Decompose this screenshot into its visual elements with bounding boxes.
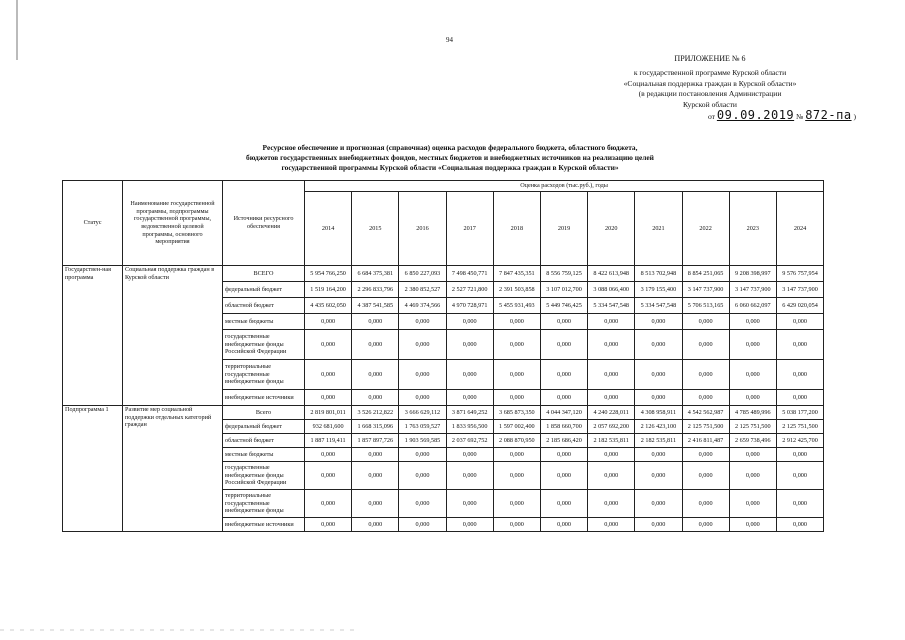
value-cell: 0,000 bbox=[399, 462, 446, 490]
value-cell: 4 785 489,996 bbox=[729, 406, 776, 420]
value-cell: 9 576 757,954 bbox=[776, 266, 823, 282]
source-cell: ВСЕГО bbox=[223, 266, 305, 282]
value-cell: 0,000 bbox=[729, 448, 776, 462]
date-prefix: от bbox=[707, 111, 715, 121]
value-cell: 3 666 629,112 bbox=[399, 406, 446, 420]
appendix-block bbox=[560, 54, 860, 123]
value-cell: 0,000 bbox=[635, 390, 682, 406]
value-cell: 0,000 bbox=[305, 360, 352, 390]
program-name-cell: Развитие мер социальной поддержки отдельных категорий граждан bbox=[123, 406, 223, 532]
value-cell: 0,000 bbox=[540, 518, 587, 532]
value-cell: 3 179 155,400 bbox=[635, 282, 682, 298]
value-cell: 2 057 692,200 bbox=[588, 420, 635, 434]
value-cell: 0,000 bbox=[399, 390, 446, 406]
value-cell: 0,000 bbox=[446, 462, 493, 490]
value-cell: 0,000 bbox=[493, 360, 540, 390]
value-cell: 5 449 746,425 bbox=[540, 298, 587, 314]
value-cell: 0,000 bbox=[399, 448, 446, 462]
value-cell: 0,000 bbox=[305, 518, 352, 532]
value-cell: 5 334 547,548 bbox=[588, 298, 635, 314]
value-cell: 0,000 bbox=[776, 390, 823, 406]
value-cell: 0,000 bbox=[399, 330, 446, 360]
source-cell: Всего bbox=[223, 406, 305, 420]
title-line: государственной программы Курской области «Социальная поддержка граждан в Курской области» bbox=[281, 163, 619, 173]
value-cell: 0,000 bbox=[446, 314, 493, 330]
value-cell: 0,000 bbox=[493, 390, 540, 406]
value-cell: 0,000 bbox=[493, 314, 540, 330]
value-cell: 0,000 bbox=[729, 314, 776, 330]
value-cell: 0,000 bbox=[399, 490, 446, 518]
header-year: 2014 bbox=[305, 192, 352, 266]
value-cell: 0,000 bbox=[352, 314, 399, 330]
value-cell: 0,000 bbox=[588, 462, 635, 490]
value-cell: 0,000 bbox=[446, 518, 493, 532]
value-cell: 0,000 bbox=[399, 518, 446, 532]
source-cell: областной бюджет bbox=[223, 434, 305, 448]
value-cell: 0,000 bbox=[352, 360, 399, 390]
value-cell: 0,000 bbox=[635, 314, 682, 330]
value-cell: 6 684 375,381 bbox=[352, 266, 399, 282]
header-year: 2021 bbox=[635, 192, 682, 266]
value-cell: 6 060 662,097 bbox=[729, 298, 776, 314]
value-cell: 0,000 bbox=[776, 448, 823, 462]
source-cell: государственные внебюджетные фонды Российской Федерации bbox=[223, 330, 305, 360]
value-cell: 932 681,600 bbox=[305, 420, 352, 434]
value-cell: 0,000 bbox=[352, 518, 399, 532]
source-cell: местные бюджеты bbox=[223, 448, 305, 462]
value-cell: 0,000 bbox=[588, 448, 635, 462]
appendix-date-line bbox=[560, 107, 860, 123]
value-cell: 0,000 bbox=[588, 390, 635, 406]
value-cell: 2 819 801,011 bbox=[305, 406, 352, 420]
header-year: 2023 bbox=[729, 192, 776, 266]
value-cell: 5 954 766,250 bbox=[305, 266, 352, 282]
value-cell: 2 037 692,752 bbox=[446, 434, 493, 448]
program-name-cell: Социальная поддержка граждан в Курской области bbox=[123, 266, 223, 406]
value-cell: 1 887 119,411 bbox=[305, 434, 352, 448]
appendix-line: «Социальная поддержка граждан в Курской области» bbox=[623, 78, 797, 88]
header-source: Источники ресурсного обеспечения bbox=[223, 181, 305, 266]
value-cell: 0,000 bbox=[729, 390, 776, 406]
value-cell: 2 380 852,527 bbox=[399, 282, 446, 298]
header-year: 2019 bbox=[540, 192, 587, 266]
page-number: 94 bbox=[446, 36, 453, 44]
value-cell: 0,000 bbox=[635, 518, 682, 532]
header-year: 2017 bbox=[446, 192, 493, 266]
header-year: 2018 bbox=[493, 192, 540, 266]
value-cell: 0,000 bbox=[776, 490, 823, 518]
value-cell: 0,000 bbox=[399, 360, 446, 390]
value-cell: 2 126 423,100 bbox=[635, 420, 682, 434]
value-cell: 5 334 547,548 bbox=[635, 298, 682, 314]
header-name: Наименование государственной программы, подпрограммы государственной программы, ведомственной целевой программы, основного мероприятия bbox=[123, 181, 223, 266]
value-cell: 0,000 bbox=[588, 518, 635, 532]
value-cell: 0,000 bbox=[635, 490, 682, 518]
value-cell: 0,000 bbox=[446, 390, 493, 406]
value-cell: 3 685 873,350 bbox=[493, 406, 540, 420]
value-cell: 0,000 bbox=[776, 518, 823, 532]
value-cell: 0,000 bbox=[540, 448, 587, 462]
value-cell: 2 527 721,800 bbox=[446, 282, 493, 298]
header-status: Статус bbox=[63, 181, 123, 266]
value-cell: 0,000 bbox=[776, 462, 823, 490]
value-cell: 0,000 bbox=[446, 360, 493, 390]
number-prefix: № bbox=[796, 111, 804, 121]
value-cell: 0,000 bbox=[540, 390, 587, 406]
value-cell: 8 422 613,948 bbox=[588, 266, 635, 282]
value-cell: 0,000 bbox=[682, 518, 729, 532]
value-cell: 0,000 bbox=[729, 360, 776, 390]
value-cell: 0,000 bbox=[682, 490, 729, 518]
value-cell: 0,000 bbox=[729, 518, 776, 532]
value-cell: 1 519 164,200 bbox=[305, 282, 352, 298]
value-cell: 3 147 737,900 bbox=[776, 282, 823, 298]
value-cell: 6 429 020,054 bbox=[776, 298, 823, 314]
value-cell: 1 857 897,726 bbox=[352, 434, 399, 448]
value-cell: 2 125 751,500 bbox=[776, 420, 823, 434]
appendix-heading: ПРИЛОЖЕНИЕ № 6 bbox=[674, 54, 746, 63]
appendix-line: Курской области bbox=[683, 100, 737, 110]
value-cell: 8 854 251,065 bbox=[682, 266, 729, 282]
value-cell: 7 498 450,771 bbox=[446, 266, 493, 282]
value-cell: 7 847 435,351 bbox=[493, 266, 540, 282]
appendix-line: к государственной программе Курской области bbox=[633, 67, 787, 77]
value-cell: 2 088 870,950 bbox=[493, 434, 540, 448]
value-cell: 0,000 bbox=[588, 330, 635, 360]
value-cell: 0,000 bbox=[540, 330, 587, 360]
value-cell: 0,000 bbox=[305, 490, 352, 518]
source-cell: внебюджетные источники bbox=[223, 390, 305, 406]
value-cell: 3 107 012,700 bbox=[540, 282, 587, 298]
value-cell: 0,000 bbox=[540, 314, 587, 330]
status-cell: Подпрограмма 1 bbox=[63, 406, 123, 532]
value-cell: 0,000 bbox=[493, 462, 540, 490]
source-cell: территориальные государственные внебюджетные фонды bbox=[223, 490, 305, 518]
decree-number: 872-па bbox=[805, 107, 852, 122]
value-cell: 0,000 bbox=[682, 314, 729, 330]
value-cell: 0,000 bbox=[729, 462, 776, 490]
value-cell: 1 858 660,700 bbox=[540, 420, 587, 434]
value-cell: 2 416 811,487 bbox=[682, 434, 729, 448]
value-cell: 0,000 bbox=[305, 330, 352, 360]
value-cell: 4 469 374,566 bbox=[399, 298, 446, 314]
closing-paren: ) bbox=[853, 111, 856, 121]
value-cell: 0,000 bbox=[776, 360, 823, 390]
source-cell: федеральный бюджет bbox=[223, 282, 305, 298]
title-line: Ресурсное обеспечение и прогнозная (справочная) оценка расходов федерального бюджета, областного бюджета, bbox=[262, 143, 638, 152]
decree-date: 09.09.2019 bbox=[716, 107, 795, 122]
value-cell: 0,000 bbox=[493, 448, 540, 462]
value-cell: 5 706 513,165 bbox=[682, 298, 729, 314]
value-cell: 1 833 956,500 bbox=[446, 420, 493, 434]
header-estimate: Оценка расходов (тыс.руб.), годы bbox=[305, 181, 824, 192]
value-cell: 5 455 931,493 bbox=[493, 298, 540, 314]
value-cell: 3 871 649,252 bbox=[446, 406, 493, 420]
source-cell: местные бюджеты bbox=[223, 314, 305, 330]
value-cell: 0,000 bbox=[446, 330, 493, 360]
value-cell: 0,000 bbox=[776, 314, 823, 330]
value-cell: 2 182 535,811 bbox=[635, 434, 682, 448]
value-cell: 0,000 bbox=[493, 518, 540, 532]
resource-table bbox=[62, 180, 824, 532]
value-cell: 4 542 562,987 bbox=[682, 406, 729, 420]
value-cell: 4 970 728,971 bbox=[446, 298, 493, 314]
value-cell: 0,000 bbox=[540, 462, 587, 490]
value-cell: 0,000 bbox=[540, 360, 587, 390]
appendix-line: (в редакции постановления Администрации bbox=[638, 89, 782, 99]
value-cell: 0,000 bbox=[305, 314, 352, 330]
value-cell: 2 659 738,496 bbox=[729, 434, 776, 448]
value-cell: 0,000 bbox=[588, 314, 635, 330]
value-cell: 4 435 602,050 bbox=[305, 298, 352, 314]
value-cell: 0,000 bbox=[540, 490, 587, 518]
value-cell: 0,000 bbox=[493, 330, 540, 360]
value-cell: 0,000 bbox=[588, 360, 635, 390]
value-cell: 0,000 bbox=[305, 448, 352, 462]
value-cell: 1 597 002,400 bbox=[493, 420, 540, 434]
value-cell: 0,000 bbox=[682, 390, 729, 406]
value-cell: 6 850 227,093 bbox=[399, 266, 446, 282]
value-cell: 3 526 212,822 bbox=[352, 406, 399, 420]
table-row bbox=[63, 266, 824, 282]
value-cell: 0,000 bbox=[352, 390, 399, 406]
value-cell: 2 125 751,500 bbox=[729, 420, 776, 434]
header-year: 2015 bbox=[352, 192, 399, 266]
value-cell: 0,000 bbox=[399, 314, 446, 330]
source-cell: внебюджетные источники bbox=[223, 518, 305, 532]
header-year: 2024 bbox=[776, 192, 823, 266]
value-cell: 0,000 bbox=[635, 330, 682, 360]
value-cell: 1 763 059,527 bbox=[399, 420, 446, 434]
value-cell: 0,000 bbox=[352, 330, 399, 360]
scan-edge-mark bbox=[16, 0, 18, 60]
value-cell: 0,000 bbox=[446, 448, 493, 462]
value-cell: 0,000 bbox=[305, 390, 352, 406]
source-cell: территориальные государственные внебюджетные фонды bbox=[223, 360, 305, 390]
value-cell: 4 387 541,585 bbox=[352, 298, 399, 314]
value-cell: 1 903 569,585 bbox=[399, 434, 446, 448]
value-cell: 2 182 535,811 bbox=[588, 434, 635, 448]
source-cell: областной бюджет bbox=[223, 298, 305, 314]
value-cell: 8 556 759,125 bbox=[540, 266, 587, 282]
value-cell: 2 185 686,420 bbox=[540, 434, 587, 448]
header-year: 2020 bbox=[588, 192, 635, 266]
table-row bbox=[63, 406, 824, 420]
header-year: 2022 bbox=[682, 192, 729, 266]
value-cell: 0,000 bbox=[682, 462, 729, 490]
title-line: бюджетов государственных внебюджетных фондов, местных бюджетов и внебюджетных источников на реализацию целей bbox=[246, 153, 654, 163]
status-cell: Государствен-ная программа bbox=[63, 266, 123, 406]
value-cell: 0,000 bbox=[635, 360, 682, 390]
scan-artifact bbox=[0, 600, 905, 640]
value-cell: 3 088 066,400 bbox=[588, 282, 635, 298]
value-cell: 1 668 315,096 bbox=[352, 420, 399, 434]
value-cell: 3 147 737,900 bbox=[682, 282, 729, 298]
value-cell: 5 038 177,200 bbox=[776, 406, 823, 420]
value-cell: 0,000 bbox=[682, 448, 729, 462]
value-cell: 0,000 bbox=[682, 330, 729, 360]
value-cell: 0,000 bbox=[635, 448, 682, 462]
value-cell: 4 044 347,120 bbox=[540, 406, 587, 420]
value-cell: 0,000 bbox=[635, 462, 682, 490]
source-cell: федеральный бюджет bbox=[223, 420, 305, 434]
value-cell: 0,000 bbox=[588, 490, 635, 518]
value-cell: 0,000 bbox=[682, 360, 729, 390]
source-cell: государственные внебюджетные фонды Российской Федерации bbox=[223, 462, 305, 490]
value-cell: 2 912 425,700 bbox=[776, 434, 823, 448]
value-cell: 8 513 702,948 bbox=[635, 266, 682, 282]
value-cell: 0,000 bbox=[352, 448, 399, 462]
value-cell: 3 147 737,900 bbox=[729, 282, 776, 298]
value-cell: 2 296 833,796 bbox=[352, 282, 399, 298]
value-cell: 2 125 751,500 bbox=[682, 420, 729, 434]
value-cell: 9 208 398,997 bbox=[729, 266, 776, 282]
value-cell: 0,000 bbox=[305, 462, 352, 490]
header-year: 2016 bbox=[399, 192, 446, 266]
value-cell: 4 308 958,911 bbox=[635, 406, 682, 420]
value-cell: 0,000 bbox=[729, 490, 776, 518]
value-cell: 4 240 228,011 bbox=[588, 406, 635, 420]
value-cell: 0,000 bbox=[352, 490, 399, 518]
document-title bbox=[140, 143, 760, 174]
value-cell: 0,000 bbox=[493, 490, 540, 518]
value-cell: 2 391 503,858 bbox=[493, 282, 540, 298]
value-cell: 0,000 bbox=[446, 490, 493, 518]
value-cell: 0,000 bbox=[352, 462, 399, 490]
value-cell: 0,000 bbox=[729, 330, 776, 360]
value-cell: 0,000 bbox=[776, 330, 823, 360]
